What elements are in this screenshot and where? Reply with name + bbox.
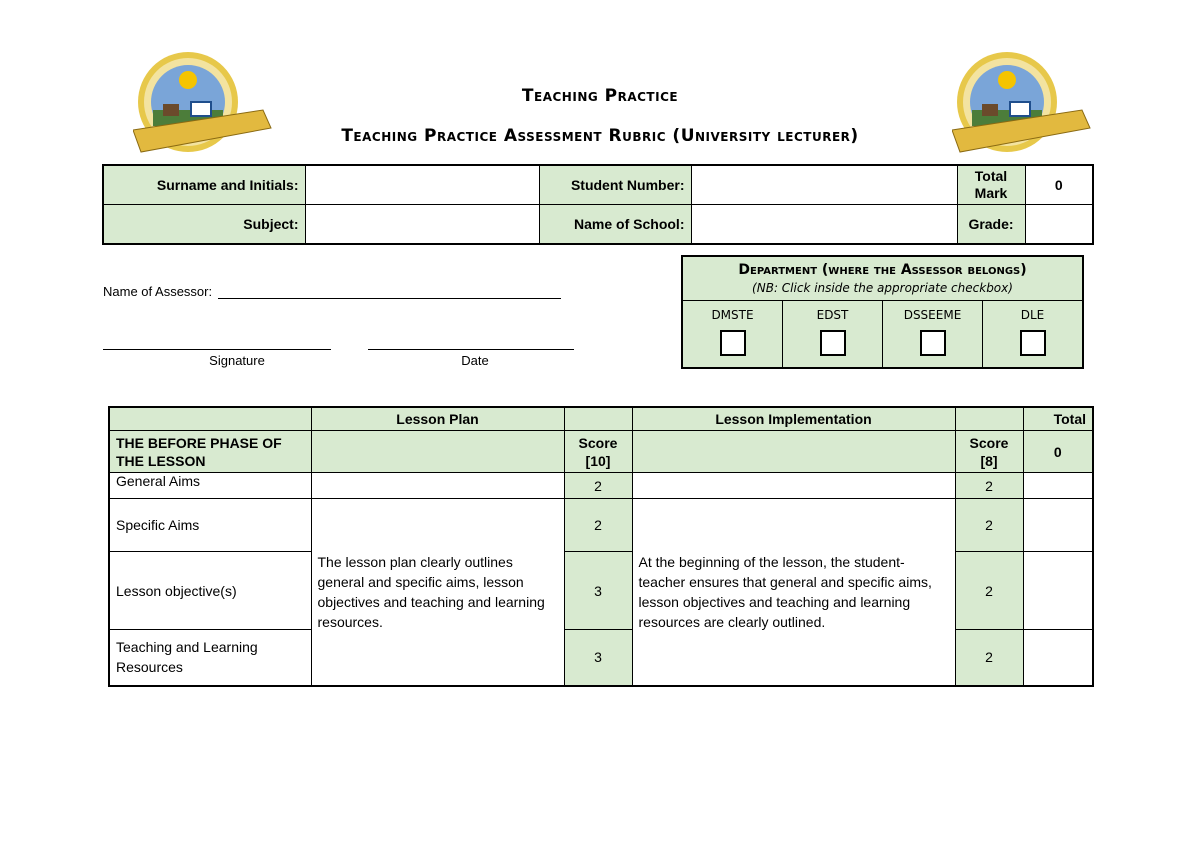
criterion-label: General Aims (109, 473, 311, 499)
department-option-dle (983, 301, 1082, 367)
school-label: Name of School: (539, 205, 691, 245)
department-option-dsseeme (883, 301, 983, 367)
criterion-label: Teaching and Learning Resources (109, 630, 311, 686)
impl-score: 2 (955, 552, 1023, 630)
page-title: Teaching Practice (521, 86, 679, 106)
total-mark-label: Total Mark (957, 165, 1025, 205)
department-option-label: EDST (816, 308, 849, 322)
department-option-dmste (683, 301, 783, 367)
subject-label: Subject: (103, 205, 305, 245)
score-plan-label: Score [10] (564, 431, 632, 473)
student-info-table (102, 164, 1094, 245)
impl-score: 2 (955, 499, 1023, 552)
assessor-name-field[interactable] (218, 298, 561, 299)
department-options (683, 301, 1082, 367)
assessor-name-label: Name of Assessor: (103, 284, 213, 299)
dle-checkbox[interactable] (1020, 330, 1046, 356)
impl-description: At the beginning of the lesson, the student-teacher ensures that general and specific aims, lesson objectives and teaching and learning resources are clearly outlined. (632, 499, 955, 686)
plan-score: 2 (564, 473, 632, 499)
rubric-table (108, 406, 1094, 687)
impl-score: 2 (955, 473, 1023, 499)
dmste-checkbox[interactable] (720, 330, 746, 356)
student-number-label: Student Number: (539, 165, 691, 205)
grade-field[interactable] (1025, 205, 1093, 245)
signature-label: Signature (209, 353, 265, 368)
score-impl-label: Score [8] (955, 431, 1023, 473)
row-total[interactable] (1023, 473, 1093, 499)
edst-checkbox[interactable] (820, 330, 846, 356)
department-header (683, 257, 1082, 301)
lesson-implementation-header: Lesson Implementation (632, 407, 955, 431)
plan-score: 2 (564, 499, 632, 552)
plan-score: 3 (564, 630, 632, 686)
department-option-label: DLE (1020, 308, 1045, 322)
date-label: Date (461, 353, 489, 368)
dsseeme-checkbox[interactable] (920, 330, 946, 356)
phase-total: 0 (1023, 431, 1093, 473)
department-option-edst (783, 301, 883, 367)
grade-label: Grade: (957, 205, 1025, 245)
criterion-label: Lesson objective(s) (109, 552, 311, 630)
lesson-plan-header: Lesson Plan (311, 407, 564, 431)
department-box (681, 255, 1084, 369)
impl-score: 2 (955, 630, 1023, 686)
department-note: (NB: Click inside the appropriate checkbox) (752, 281, 1013, 295)
plan-score: 3 (564, 552, 632, 630)
subject-field[interactable] (305, 205, 539, 245)
total-header: Total (1023, 407, 1093, 431)
row-total[interactable] (1023, 552, 1093, 630)
row-total[interactable] (1023, 499, 1093, 552)
signature-field[interactable] (103, 349, 331, 350)
page-subtitle: Teaching Practice Assessment Rubric (University lecturer) (341, 126, 859, 146)
department-option-label: DMSTE (711, 308, 754, 322)
row-total[interactable] (1023, 630, 1093, 686)
phase-label: THE BEFORE PHASE OF THE LESSON (109, 431, 311, 473)
school-field[interactable] (691, 205, 957, 245)
department-title: Department (where the Assessor belongs) (738, 262, 1027, 278)
surname-label: Surname and Initials: (103, 165, 305, 205)
criterion-label: Specific Aims (109, 499, 311, 552)
surname-field[interactable] (305, 165, 539, 205)
total-mark-value: 0 (1025, 165, 1093, 205)
plan-description: The lesson plan clearly outlines general and specific aims, lesson objectives and teaching and learning resources. (311, 499, 564, 686)
date-field[interactable] (368, 349, 574, 350)
department-option-label: DSSEEME (903, 308, 962, 322)
student-number-field[interactable] (691, 165, 957, 205)
